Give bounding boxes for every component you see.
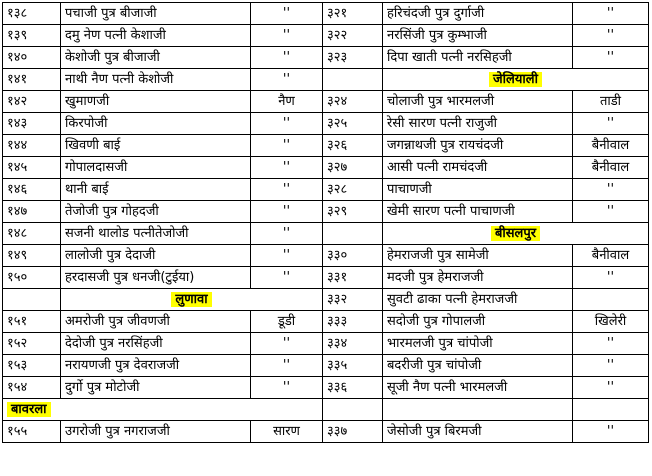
table-row <box>3 377 649 399</box>
left-person-name: लालोजी पुत्र देदाजी <box>61 245 251 267</box>
l-section-heading: लुणावा <box>171 292 211 307</box>
right-clan: '' <box>573 421 649 443</box>
left-person-name: तेजोजी पुत्र गोहदजी <box>61 201 251 223</box>
right-clan: '' <box>573 355 649 377</box>
right-person-name: नरसिंजी पुत्र कुम्भाजी <box>383 25 573 47</box>
left-person-name: अमरोजी पुत्र जीवणजी <box>61 311 251 333</box>
table-row <box>3 135 649 157</box>
right-clan: '' <box>573 377 649 399</box>
left-person-name: गोपालदासजी <box>61 157 251 179</box>
right-serial-number: ३२९ <box>323 201 383 223</box>
left-person-name: खुमाणजी <box>61 91 251 113</box>
r-section-heading: जेलियाली <box>489 72 542 87</box>
right-clan: '' <box>573 267 649 289</box>
right-serial-number: ३३३ <box>323 311 383 333</box>
left-clan: '' <box>251 25 323 47</box>
right-person-name: पाचाणजी <box>383 179 573 201</box>
left-clan: '' <box>251 245 323 267</box>
left-clan: '' <box>251 267 323 289</box>
left-clan: '' <box>251 179 323 201</box>
right-clan: '' <box>573 3 649 25</box>
right-clan <box>573 289 649 311</box>
table-row <box>3 333 649 355</box>
left-person-name: देदोजी पुत्र नरसिंहजी <box>61 333 251 355</box>
right-serial-number: ३३६ <box>323 377 383 399</box>
left-clan: '' <box>251 201 323 223</box>
table-row <box>3 69 649 91</box>
right-person-name: आसी पत्नी रामचंदजी <box>383 157 573 179</box>
left-clan: '' <box>251 135 323 157</box>
right-person-name: जगन्नाथजी पुत्र रायचंदजी <box>383 135 573 157</box>
table-row <box>3 311 649 333</box>
left-serial-number: १४६ <box>3 179 61 201</box>
right-serial-number: ३२३ <box>323 47 383 69</box>
left-person-name: दुर्गो पुत्र मोटोजी <box>61 377 251 399</box>
left-clan: '' <box>251 223 323 245</box>
left-serial-number: १४२ <box>3 91 61 113</box>
right-serial-number: ३२४ <box>323 91 383 113</box>
right-person-name: हरिचंदजी पुत्र दुर्गाजी <box>383 3 573 25</box>
right-person-name: रेसी सारण पत्नी राजुजी <box>383 113 573 135</box>
table-row <box>3 421 649 443</box>
right-person-name: दिपा खाती पत्नी नरसिहजी <box>383 47 573 69</box>
left-person-name: पचाजी पुत्र बीजाजी <box>61 3 251 25</box>
left-serial-number: १५२ <box>3 333 61 355</box>
left-clan: '' <box>251 157 323 179</box>
table-row <box>3 25 649 47</box>
right-person-name: जेसोजी पुत्र बिरमजी <box>383 421 573 443</box>
left-serial-number: १४३ <box>3 113 61 135</box>
records-table <box>2 2 649 443</box>
right-serial-number: ३३१ <box>323 267 383 289</box>
left-serial-number: १४१ <box>3 69 61 91</box>
table-row <box>3 267 649 289</box>
right-person-name: सदोजी पुत्र गोपालजी <box>383 311 573 333</box>
right-clan: '' <box>573 333 649 355</box>
table-row <box>3 179 649 201</box>
left-clan: '' <box>251 47 323 69</box>
left-clan: '' <box>251 333 323 355</box>
right-person-name: खेमी सारण पत्नी पाचाणजी <box>383 201 573 223</box>
table-row <box>3 47 649 69</box>
right-clan: ताडी <box>573 91 649 113</box>
right-person-name: भारमलजी पुत्र चांपोजी <box>383 333 573 355</box>
right-serial-number: ३२२ <box>323 25 383 47</box>
right-serial-number: ३२६ <box>323 135 383 157</box>
right-person-name: चोलाजी पुत्र भारमलजी <box>383 91 573 113</box>
right-clan: '' <box>573 201 649 223</box>
right-empty-cell <box>323 223 383 245</box>
left-empty-cell <box>3 289 61 311</box>
table-row <box>3 245 649 267</box>
r-section-heading-cell <box>383 69 649 91</box>
right-clan: '' <box>573 179 649 201</box>
right-serial-number: ३३४ <box>323 333 383 355</box>
left-person-name: सजनी थालोड पत्नीतेजोजी <box>61 223 251 245</box>
left-serial-number: १५० <box>3 267 61 289</box>
l-section-heading: बावरला <box>7 402 51 417</box>
left-serial-number: १४५ <box>3 157 61 179</box>
right-person-name: सूजी नैण पत्नी भारमलजी <box>383 377 573 399</box>
right-serial-number: ३२५ <box>323 113 383 135</box>
right-empty-cell <box>323 399 383 421</box>
left-serial-number: १४४ <box>3 135 61 157</box>
r-section-heading-cell <box>383 223 649 245</box>
right-clan: बैनीवाल <box>573 135 649 157</box>
left-serial-number: १३९ <box>3 25 61 47</box>
left-clan: '' <box>251 377 323 399</box>
left-person-name: नाथी नैण पत्नी केशोजी <box>61 69 251 91</box>
right-serial-number: ३२८ <box>323 179 383 201</box>
left-person-name: खिवणी बाई <box>61 135 251 157</box>
right-serial-number: ३२७ <box>323 157 383 179</box>
r-section-heading: बीसलपुर <box>491 226 540 241</box>
right-serial-number: ३३० <box>323 245 383 267</box>
right-serial-number: ३३५ <box>323 355 383 377</box>
left-person-name: उगरोजी पुत्र नगराजजी <box>61 421 251 443</box>
left-clan: सारण <box>251 421 323 443</box>
table-row <box>3 201 649 223</box>
right-empty-cell <box>383 399 573 421</box>
l-section-heading-cell <box>3 399 323 421</box>
right-clan: बैनीवाल <box>573 245 649 267</box>
left-serial-number: १४७ <box>3 201 61 223</box>
left-clan: नैण <box>251 91 323 113</box>
right-person-name: मदजी पुत्र हेमराजजी <box>383 267 573 289</box>
left-person-name: केशोजी पुत्र बीजाजी <box>61 47 251 69</box>
right-clan: '' <box>573 113 649 135</box>
left-serial-number: १३८ <box>3 3 61 25</box>
table-row <box>3 91 649 113</box>
left-clan: '' <box>251 69 323 91</box>
left-clan: '' <box>251 355 323 377</box>
left-serial-number: १५१ <box>3 311 61 333</box>
left-person-name: थानी बाई <box>61 179 251 201</box>
left-person-name: नरायणजी पुत्र देवराजजी <box>61 355 251 377</box>
left-serial-number: १४० <box>3 47 61 69</box>
right-clan: '' <box>573 47 649 69</box>
left-clan: '' <box>251 113 323 135</box>
left-clan: '' <box>251 3 323 25</box>
left-person-name: हरदासजी पुत्र धनजी(टुईया) <box>61 267 251 289</box>
right-person-name: सुवटी ढाका पत्नी हेमराजजी <box>383 289 573 311</box>
l-section-heading-cell <box>61 289 323 311</box>
right-person-name: बदरीजी पुत्र चांपोजी <box>383 355 573 377</box>
left-serial-number: १४९ <box>3 245 61 267</box>
left-serial-number: १५३ <box>3 355 61 377</box>
right-serial-number: ३३२ <box>323 289 383 311</box>
left-clan: डूडी <box>251 311 323 333</box>
right-clan: बैनीवाल <box>573 157 649 179</box>
left-serial-number: १५५ <box>3 421 61 443</box>
right-serial-number: ३३७ <box>323 421 383 443</box>
table-row <box>3 355 649 377</box>
table-row <box>3 157 649 179</box>
table-row <box>3 113 649 135</box>
right-empty-cell <box>323 69 383 91</box>
left-serial-number: १४८ <box>3 223 61 245</box>
table-row <box>3 289 649 311</box>
right-clan: '' <box>573 25 649 47</box>
table-row <box>3 223 649 245</box>
left-serial-number: १५४ <box>3 377 61 399</box>
left-person-name: किरपोजी <box>61 113 251 135</box>
table-row <box>3 399 649 421</box>
table-row <box>3 3 649 25</box>
right-person-name: हेमराजजी पुत्र सामेजी <box>383 245 573 267</box>
right-serial-number: ३२१ <box>323 3 383 25</box>
right-clan: खिलेरी <box>573 311 649 333</box>
left-person-name: दमु नेण पत्नी केशाजी <box>61 25 251 47</box>
right-empty-cell <box>573 399 649 421</box>
records-body <box>3 3 649 443</box>
